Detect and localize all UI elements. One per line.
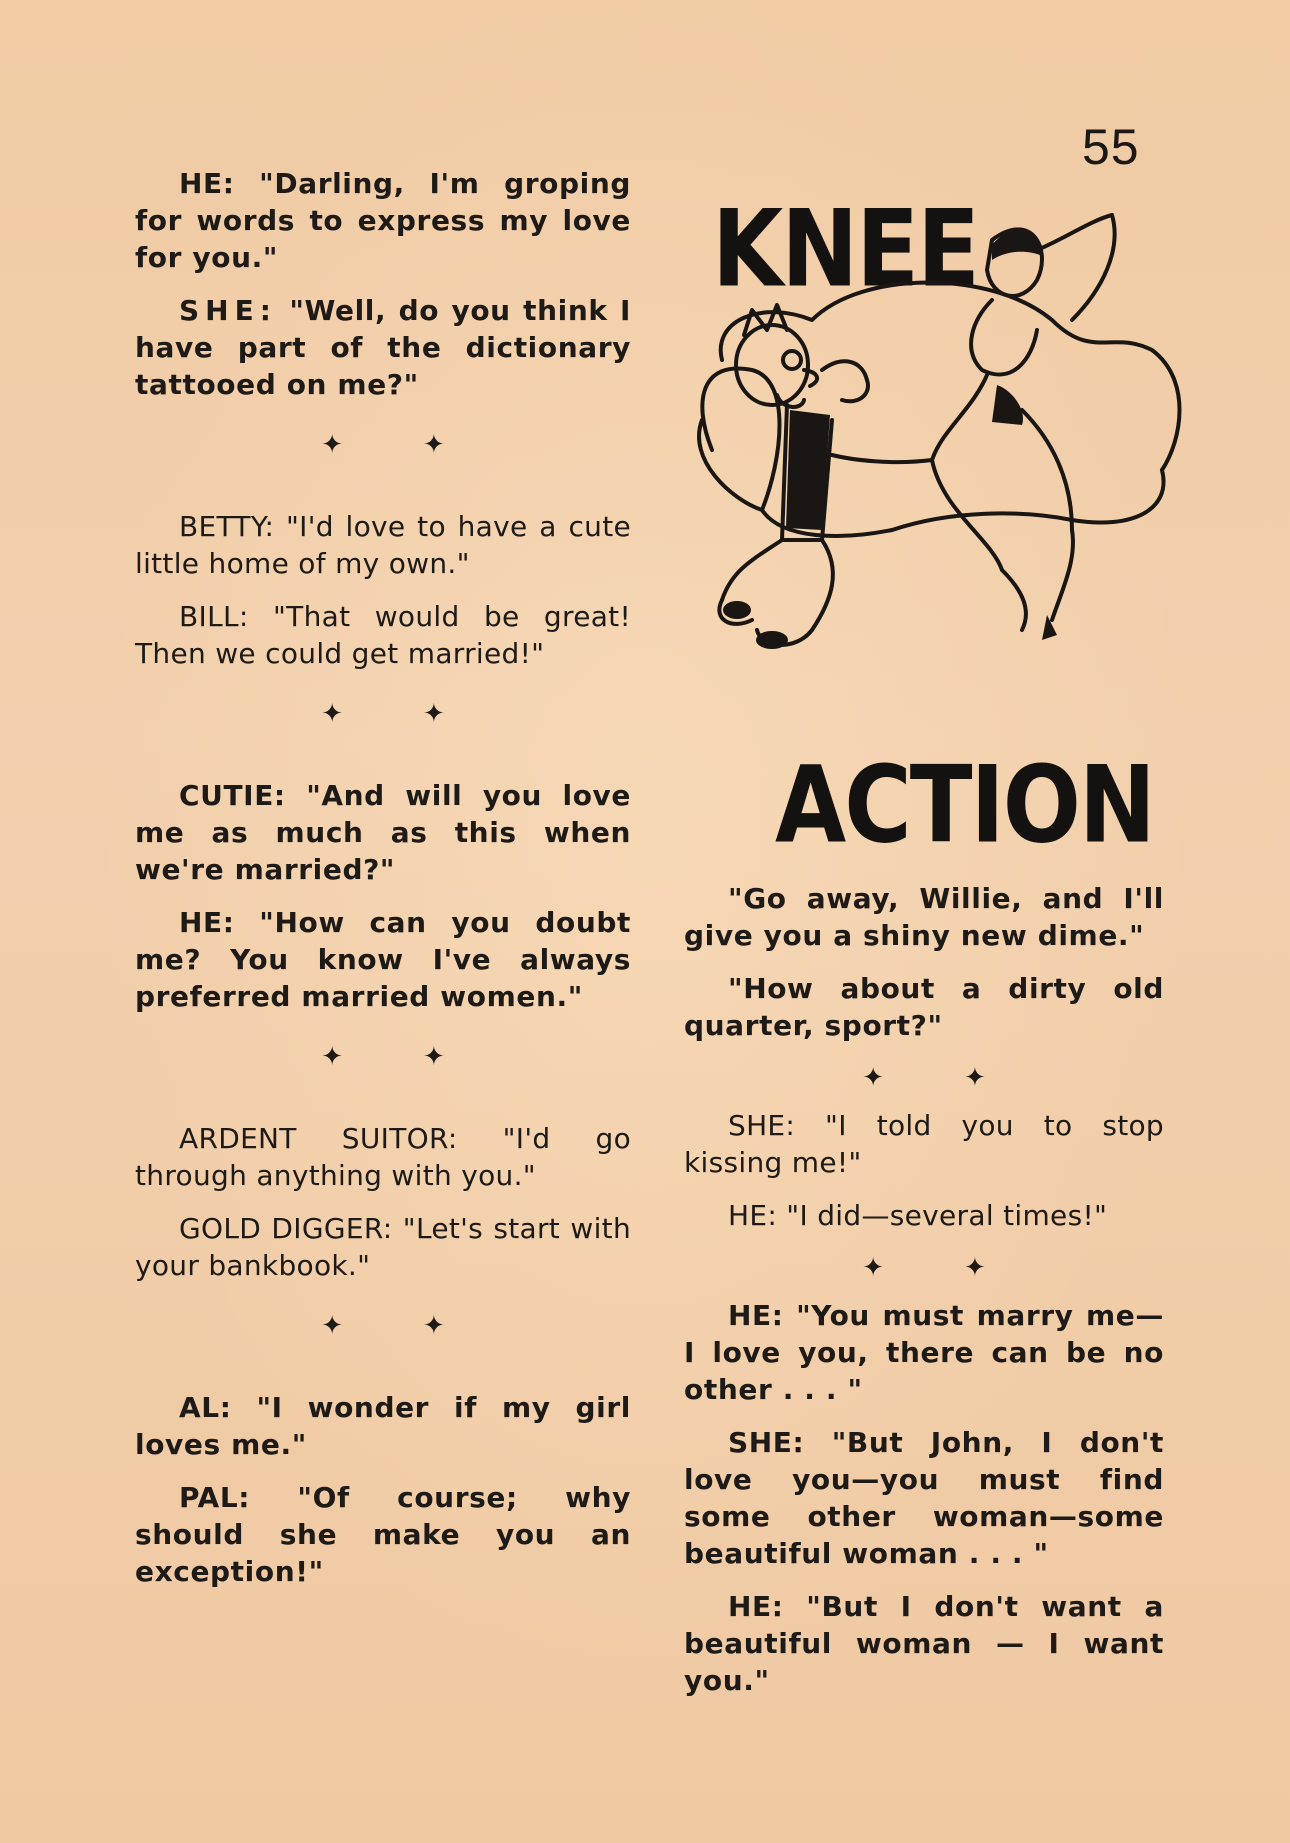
cartoon-illustration bbox=[692, 210, 1202, 770]
sparkle-icon: ✦ bbox=[964, 1253, 986, 1283]
sparkle-icon: ✦ bbox=[321, 430, 343, 460]
joke-paragraph: BETTY: "I'd love to have a cute little home of my own." bbox=[135, 510, 631, 580]
right-column bbox=[684, 880, 1164, 1715]
separator bbox=[135, 696, 631, 733]
sparkle-icon: ✦ bbox=[321, 1042, 343, 1072]
separator bbox=[684, 1250, 1164, 1287]
sparkle-icon: ✦ bbox=[862, 1253, 884, 1283]
sparkle-icon: ✦ bbox=[423, 1311, 445, 1341]
joke-paragraph: HE: "Darling, I'm groping for words to express my love for you." bbox=[135, 167, 631, 274]
joke-paragraph: AL: "I wonder if my girl loves me." bbox=[135, 1391, 631, 1461]
cartoon-title-top: KNEE bbox=[712, 187, 978, 312]
joke-paragraph: ARDENT SUITOR: "I'd go through anything with you." bbox=[135, 1122, 631, 1192]
sparkle-icon: ✦ bbox=[423, 1042, 445, 1072]
joke-paragraph: GOLD DIGGER: "Let's start with your bankbook." bbox=[135, 1212, 631, 1282]
left-column bbox=[135, 165, 631, 1606]
joke-text: "Well, do you think I have part of the dictionary tattooed on me?" bbox=[135, 294, 631, 401]
separator bbox=[684, 1060, 1164, 1097]
separator bbox=[135, 1039, 631, 1076]
page-number: 55 bbox=[1082, 119, 1140, 175]
joke-paragraph: SHE: "I told you to stop kissing me!" bbox=[684, 1109, 1164, 1179]
sparkle-icon: ✦ bbox=[321, 699, 343, 729]
joke-paragraph: HE: "But I don't want a beautiful woman — I want you." bbox=[684, 1590, 1164, 1697]
joke-paragraph: "How about a dirty old quarter, sport?" bbox=[684, 972, 1164, 1042]
joke-paragraph bbox=[135, 292, 631, 403]
joke-paragraph: BILL: "That would be great! Then we could get married!" bbox=[135, 600, 631, 670]
sparkle-icon: ✦ bbox=[423, 699, 445, 729]
joke-paragraph: PAL: "Of course; why should she make you an exception!" bbox=[135, 1481, 631, 1588]
joke-paragraph: HE: "You must marry me—I love you, there can be no other . . . " bbox=[684, 1299, 1164, 1406]
separator bbox=[135, 427, 631, 464]
speaker-label: SHE: bbox=[179, 294, 277, 327]
separator bbox=[135, 1308, 631, 1345]
joke-paragraph: HE: "How can you doubt me? You know I've always preferred married women." bbox=[135, 906, 631, 1013]
joke-paragraph: CUTIE: "And will you love me as much as this when we're married?" bbox=[135, 779, 631, 886]
sparkle-icon: ✦ bbox=[423, 430, 445, 460]
joke-paragraph: HE: "I did—several times!" bbox=[728, 1199, 1108, 1232]
cartoon-title-bottom: ACTION bbox=[775, 743, 1154, 868]
sparkle-icon: ✦ bbox=[964, 1063, 986, 1093]
joke-paragraph: SHE: "But John, I don't love you—you must find some other woman—some beautiful woman . . . " bbox=[684, 1426, 1164, 1570]
sparkle-icon: ✦ bbox=[321, 1311, 343, 1341]
sparkle-icon: ✦ bbox=[862, 1063, 884, 1093]
joke-paragraph: "Go away, Willie, and I'll give you a shiny new dime." bbox=[684, 882, 1164, 952]
